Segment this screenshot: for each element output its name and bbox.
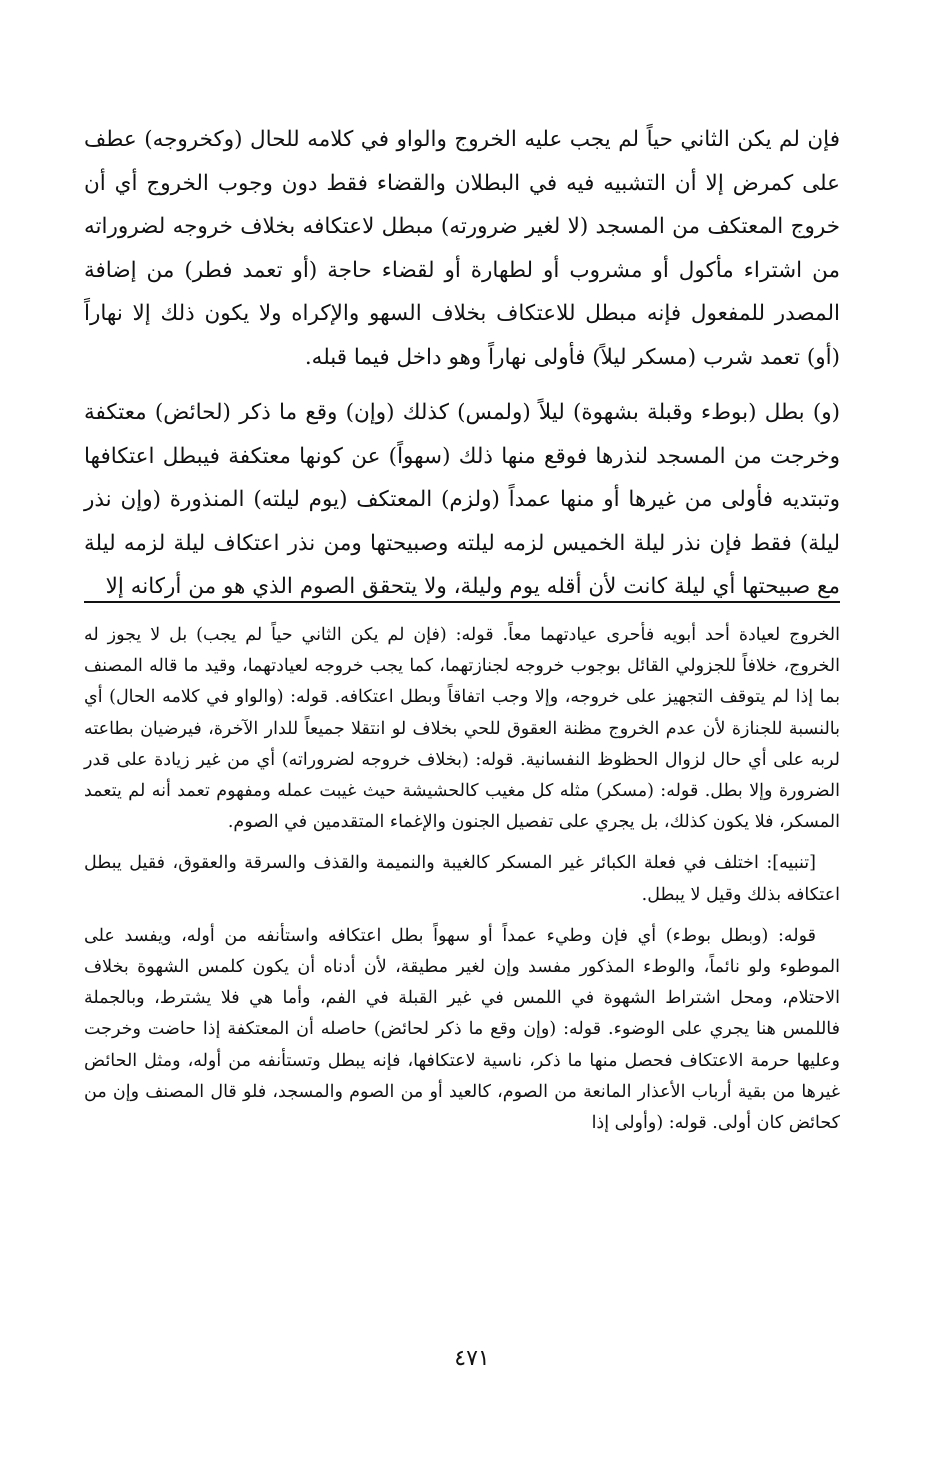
main-text bbox=[84, 118, 840, 609]
footnote-paragraph-2: [تنبيه]: اختلف في فعلة الكبائر غير المسكر كالغيبة والنميمة والقذف والسرقة والعقوق، فقيل يبطل اعتكافه بذلك وقيل لا يبطل. bbox=[84, 853, 840, 905]
main-paragraph-1: فإن لم يكن الثاني حياً لم يجب عليه الخروج والواو في كلامه للحال (وكخروجه) عطف على كمرض إلا أن التشبيه فيه في البطلان والقضاء فقط دون وجوب الخروج أي أن خروج المعتكف من المسجد (لا لغير ضرورته) مبطل لاعتكافه بخلاف خروجه لضروراته من اشتراء مأكول أو مشروب أو لطهارة أو لقضاء حاجة (أو تعمد فطر) من إضافة المصدر للمفعول فإنه مبطل للاعتكاف بخلاف السهو والإكراه ولا يكون ذلك إلا نهاراً (أو) تعمد شرب (مسكر ليلاً) فأولى نهاراً وهو داخل فيما قبله. bbox=[84, 127, 840, 370]
footnote-separator bbox=[84, 601, 840, 603]
footnote-paragraph-3: قوله: (وبطل بوطء) أي فإن وطيء عمداً أو سهواً بطل اعتكافه واستأنفه من أوله، ويفسد على الموطوء ولو نائماً، والوطء المذكور مفسد وإن لغير مطيقة، لأن أدناه أن يكون كلمس الشهوة بخلاف الاحتلام، ومحل اشتراط الشهوة في اللمس في غير القبلة في الفم، وأما هي فلا يشترط، وبالجملة فاللمس هنا يجري على الوضوء. قوله: (وإن وقع ما ذكر لحائض) حاصله أن المعتكفة إذا حاضت وخرجت وعليها حرمة الاعتكاف فحصل منها ما ذكر، ناسية لاعتكافها، فإنه يبطل وتستأنفه من أوله، ومثل الحائض غيرها من بقية أرباب الأعذار المانعة من الصوم، كالعيد أو من الصوم والمسجد، فلو قال المصنف وإن من كحائض كان أولى. قوله: (وأولى إذا bbox=[84, 925, 840, 1134]
footnote-paragraph-1: الخروج لعيادة أحد أبويه فأحرى عيادتهما معاً. قوله: (فإن لم يكن الثاني حياً لم يجب) بل لا يجوز له الخروج، خلافاً للجزولي القائل بوجوب خروجه لجنازتهما، كما يجب خروجه لعيادتهما، وقيد ما قاله المصنف بما إذا لم يتوقف التجهيز على خروجه، وإلا وجب اتفاقاً وبطل اعتكافه. قوله: (والواو في كلامه الحال) أي بالنسبة للجنازة لأن عدم الخروج مظنة العقوق للحي بخلاف لو انتقلا جميعاً للدار الآخرة، فيرضيان بطاعته لربه على أي حال لزوال الحظوظ النفسانية. قوله: (بخلاف خروجه لضروراته) أي من غير زيادة على قدر الضرورة وإلا بطل. قوله: (مسكر) مثله كل مغيب كالحشيشة حيث غيبت عمله ومفهوم تعمد أنه لم يتعمد المسكر، فلا يكون كذلك، بل يجري على تفصيل الجنون والإغماء المتقدمين في الصوم. bbox=[84, 625, 840, 833]
footnotes bbox=[84, 620, 840, 1139]
page-number: ٤٧١ bbox=[454, 1346, 490, 1371]
main-paragraph-2: (و) بطل (بوطء وقبلة بشهوة) ليلاً (ولمس) كذلك (وإن) وقع ما ذكر (لحائض) معتكفة وخرجت من المسجد لنذرها فوقع منها ذلك (سهواً) عن كونها معتكفة فيبطل اعتكافها وتبتديه فأولى من غيرها أو منها عمداً (ولزم) المعتكف (يوم ليلته) المنذورة (وإن نذر ليلة) فقط فإن نذر ليلة الخميس لزمه ليلته وصبيحتها ومن نذر اعتكاف ليلة لزمه ليلة مع صبيحتها أي ليلة كانت لأن أقله يوم وليلة، ولا يتحقق الصوم الذي هو من أركانه إلا bbox=[84, 400, 840, 599]
